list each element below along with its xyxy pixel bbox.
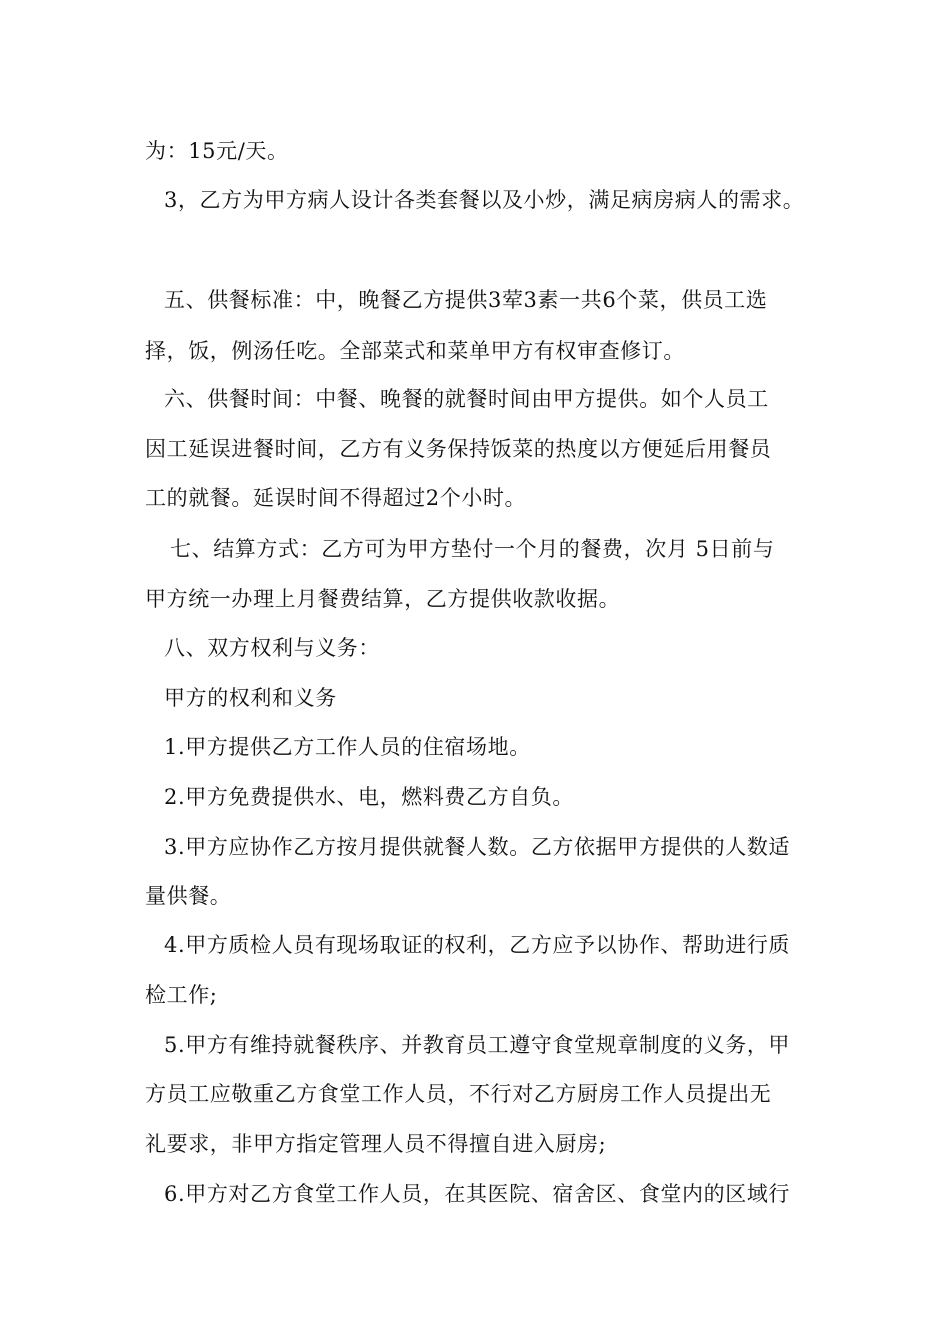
text-line: 工的就餐。延误时间不得超过2个小时。 (145, 486, 527, 510)
text-line: 6.甲方对乙方食堂工作人员，在其医院、宿舍区、食堂内的区域行 (164, 1182, 791, 1206)
text-line: 1.甲方提供乙方工作人员的住宿场地。 (164, 735, 531, 759)
text-line: 择，饭，例汤任吃。全部菜式和菜单甲方有权审查修订。 (145, 339, 685, 363)
text-line: 量供餐。 (145, 884, 232, 908)
text-line: 五、供餐标准：中，晚餐乙方提供3荤3素一共6个菜，供员工选 (164, 288, 768, 312)
text-line: 六、供餐时间：中餐、晚餐的就餐时间由甲方提供。如个人员工 (164, 387, 769, 411)
text-line: 5.甲方有维持就餐秩序、并教育员工遵守食堂规章制度的义务，甲 (164, 1033, 791, 1057)
text-line: 方员工应敬重乙方食堂工作人员，不行对乙方厨房工作人员提出无 (145, 1082, 772, 1106)
text-line: 八、双方权利与义务： (164, 636, 380, 660)
text-line: 2.甲方免费提供水、电，燃料费乙方自负。 (164, 785, 575, 809)
text-line: 为：15元/天。 (145, 139, 289, 163)
text-line: 因工延误进餐时间，乙方有义务保持饭菜的热度以方便延后用餐员 (145, 437, 772, 461)
text-line: 检工作; (145, 983, 218, 1007)
text-line: 3.甲方应协作乙方按月提供就餐人数。乙方依据甲方提供的人数适 (164, 835, 791, 859)
text-line: 七、结算方式：乙方可为甲方垫付一个月的餐费，次月 5日前与 (170, 537, 775, 561)
text-line: 甲方统一办理上月餐费结算，乙方提供收款收据。 (145, 587, 621, 611)
text-line: 甲方的权利和义务 (164, 686, 337, 710)
text-line: 3，乙方为甲方病人设计各类套餐以及小炒，满足病房病人的需求。 (164, 188, 805, 212)
text-line: 4.甲方质检人员有现场取证的权利，乙方应予以协作、帮助进行质 (164, 933, 791, 957)
text-line: 礼要求，非甲方指定管理人员不得擅自进入厨房; (145, 1132, 607, 1156)
